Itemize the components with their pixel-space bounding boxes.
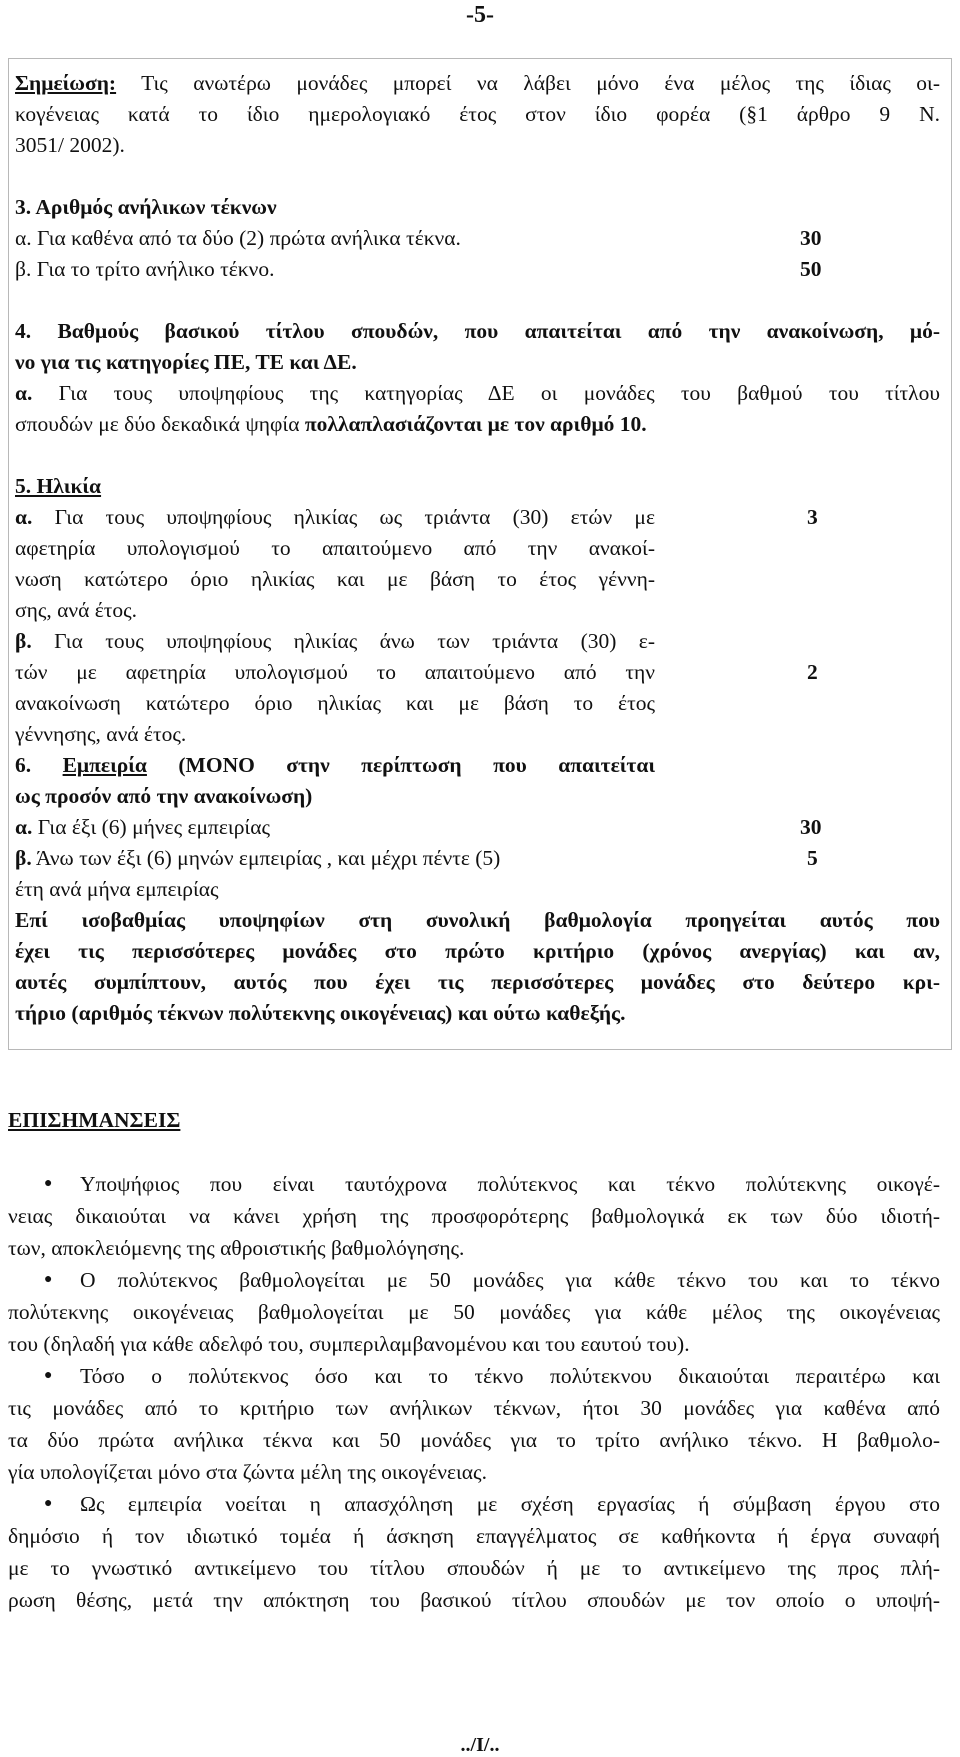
- remark-4-line-1: Ως εμπειρία νοείται η απασχόληση με σχέση εργασίας ή σύμβαση έργου στο: [80, 1492, 940, 1516]
- section-5-a-line-3: νωση κατώτερο όριο ηλικίας και με βάση το έτος γέννη-: [15, 567, 655, 591]
- remark-1-line-2: νειας δικαιούται να κάνει χρήση της προσφορότερης βαθμολογικά εκ των δύο ιδιοτή-: [8, 1204, 940, 1228]
- remark-3-line-1: Τόσο ο πολύτεκνος όσο και το τέκνο πολύτεκνου δικαιούται περαιτέρω και: [80, 1364, 940, 1388]
- tie-break-line-3: αυτές συμπίπτουν, αυτός που έχει τις περισσότερες μονάδες στο δεύτερο κρι-: [15, 970, 940, 994]
- note-label: Σημείωση:: [15, 71, 117, 95]
- section-5-b-score: 2: [807, 660, 818, 684]
- continuation-marker: ../I/..: [460, 1734, 500, 1756]
- section-6-b-line-1: β. Άνω των έξι (6) μηνών εμπειρίας , και μέχρι πέντε (5): [15, 846, 501, 870]
- section-5-a-line-1: α. Για τους υποψηφίους ηλικίας ως τριάντα (30) ετών με: [15, 505, 655, 529]
- bullet-icon: ●: [44, 1368, 53, 1383]
- remark-2-line-3: του (δηλαδή για κάθε αδελφό του, συμπεριλαμβανομένου και του εαυτού του).: [8, 1332, 690, 1356]
- section-3-a-score: 30: [800, 226, 822, 250]
- section-5-b-line-1: β. Για τους υποψηφίους ηλικίας άνω των τριάντα (30) ε-: [15, 629, 655, 653]
- note-line-3: 3051/ 2002).: [15, 133, 125, 157]
- note-line-2: κογένειας κατά το ίδιο ημερολογιακό έτος στον ίδιο φορέα (§1 άρθρο 9 Ν.: [15, 102, 940, 126]
- tie-break-line-2: έχει τις περισσότερες μονάδες στο πρώτο κριτήριο (χρόνος ανεργίας) και αν,: [15, 939, 940, 963]
- section-5-title: 5. Ηλικία: [15, 474, 102, 498]
- section-3-a-text: α. Για καθένα από τα δύο (2) πρώτα ανήλικα τέκνα.: [15, 226, 461, 250]
- remark-2-line-2: πολύτεκνης οικογένειας βαθμολογείται με 50 μονάδες για κάθε μέλος της οικογένειας: [8, 1300, 940, 1324]
- remark-2-line-1: Ο πολύτεκνος βαθμολογείται με 50 μονάδες για κάθε τέκνο του και το τέκνο: [80, 1268, 940, 1292]
- section-4-a-line-2: σπουδών με δύο δεκαδικά ψηφία πολλαπλασιάζονται με τον αριθμό 10.: [15, 412, 647, 436]
- tie-break-line-4: τήριο (αριθμός τέκνων πολύτεκνης οικογένειας) και ούτω καθεξής.: [15, 1001, 626, 1025]
- section-5-a-score: 3: [807, 505, 818, 529]
- remark-3-line-4: γία υπολογίζεται μόνο στα ζώντα μέλη της οικογένειας.: [8, 1460, 487, 1484]
- remark-4-line-3: με το γνωστικό αντικείμενο του τίτλου σπουδών ή με το αντικείμενο της προς πλή-: [8, 1556, 940, 1580]
- section-5-b-line-4: γέννησης, ανά έτος.: [15, 722, 187, 746]
- section-4-title-line-2: νο για τις κατηγορίες ΠΕ, ΤΕ και ΔΕ.: [15, 350, 357, 374]
- section-6-a-text: α. Για έξι (6) μήνες εμπειρίας: [15, 815, 270, 839]
- section-6-title-line-1: 6. Εμπειρία (ΜΟΝΟ στην περίπτωση που απαιτείται: [15, 753, 656, 777]
- remark-4-line-2: δημόσιο ή τον ιδιωτικό τομέα ή άσκηση επαγγέλματος σε καθήκοντα ή έργα συναφή: [8, 1524, 940, 1548]
- remarks-heading: ΕΠΙΣΗΜΑΝΣΕΙΣ: [8, 1108, 181, 1132]
- remark-4-line-4: ρωση θέσης, μετά την απόκτηση του βασικού τίτλου σπουδών με τον οποίο ο υποψή-: [8, 1588, 940, 1612]
- remark-3-line-3: τα δύο πρώτα ανήλικα τέκνα και 50 μονάδες για το τρίτο ανήλικο τέκνο. Η βαθμολο-: [8, 1428, 940, 1452]
- section-3-b-score: 50: [800, 257, 822, 281]
- section-4-a-line-1: α. Για τους υποψηφίους της κατηγορίας ΔΕ οι μονάδες του βαθμού του τίτλου: [15, 381, 940, 405]
- bullet-icon: ●: [44, 1272, 53, 1287]
- section-6-title-line-2: ως προσόν από την ανακοίνωση): [15, 784, 313, 808]
- page-number: -5-: [466, 2, 494, 28]
- section-4-title-line-1: 4. Βαθμούς βασικού τίτλου σπουδών, που απαιτείται από την ανακοίνωση, μό-: [15, 319, 940, 343]
- section-6-b-line-2: έτη ανά μήνα εμπειρίας: [15, 877, 219, 901]
- section-3-b-text: β. Για το τρίτο ανήλικο τέκνο.: [15, 257, 275, 281]
- section-5-a-line-4: σης, ανά έτος.: [15, 598, 138, 622]
- remark-1-line-3: των, αποκλειόμενης της αθροιστικής βαθμολόγησης.: [8, 1236, 465, 1260]
- section-6-a-score: 30: [800, 815, 822, 839]
- section-3-title: 3. Αριθμός ανήλικων τέκνων: [15, 195, 277, 219]
- remark-3-line-2: τις μονάδες από το κριτήριο των ανήλικων τέκνων, ήτοι 30 μονάδες για καθένα από: [8, 1396, 940, 1420]
- section-6-b-score: 5: [807, 846, 818, 870]
- remark-1-line-1: Υποψήφιος που είναι ταυτόχρονα πολύτεκνος και τέκνο πολύτεκνης οικογέ-: [80, 1172, 940, 1196]
- tie-break-line-1: Επί ισοβαθμίας υποψηφίων στη συνολική βαθμολογία προηγείται αυτός που: [15, 908, 940, 932]
- bullet-icon: ●: [44, 1496, 53, 1511]
- section-5-b-line-2: τών με αφετηρία υπολογισμού το απαιτούμενο από την: [15, 660, 655, 684]
- bullet-icon: ●: [44, 1176, 53, 1191]
- note-line-1: Σημείωση: Τις ανωτέρω μονάδες μπορεί να λάβει μόνο ένα μέλος της ίδιας οι-: [15, 71, 940, 95]
- section-5-a-line-2: αφετηρία υπολογισμού το απαιτούμενο από την ανακοί-: [15, 536, 655, 560]
- section-5-b-line-3: ανακοίνωση κατώτερο όριο ηλικίας και με βάση το έτος: [15, 691, 655, 715]
